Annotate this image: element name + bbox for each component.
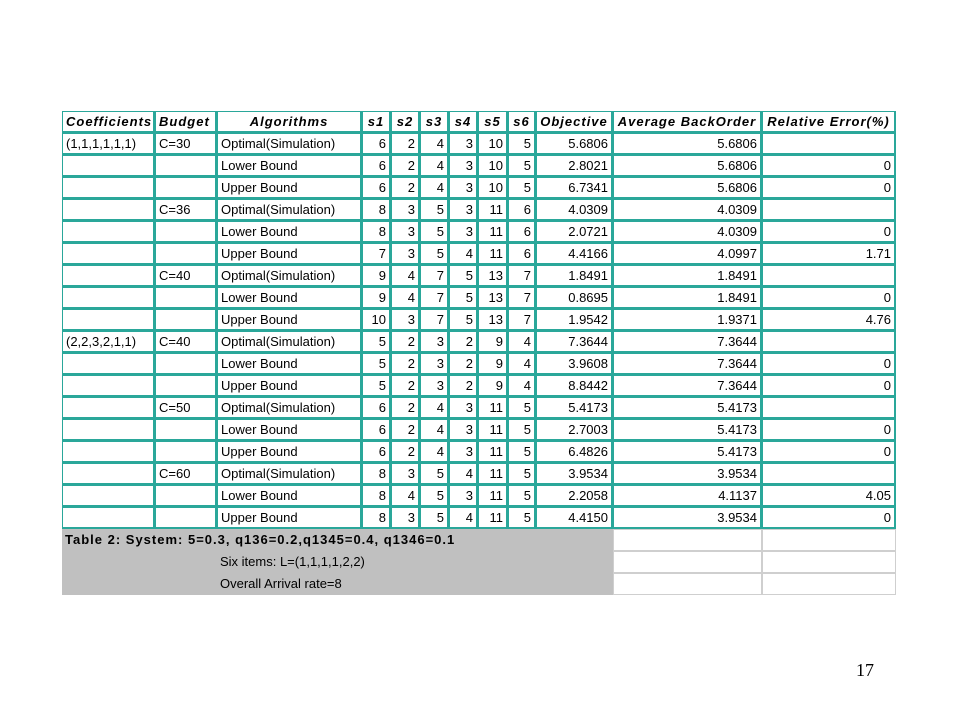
empty-cell [762,529,896,551]
table-cell: 5 [449,265,478,287]
table-cell [762,463,896,485]
table-cell [155,441,217,463]
table-cell: 1.9542 [536,309,613,331]
table-cell: Lower Bound [217,353,362,375]
table-cell: 2 [391,133,420,155]
table-cell: 3 [391,199,420,221]
table-cell: 7.3644 [613,331,762,353]
table-cell: 11 [478,507,508,529]
table-cell: 4 [449,463,478,485]
table-row [62,199,896,221]
table-cell [155,177,217,199]
table-cell: 4.4166 [536,243,613,265]
header-cell: Coefficients [62,111,155,133]
table-cell: 6 [362,397,391,419]
header-cell: s4 [449,111,478,133]
table-cell: 7 [420,309,449,331]
table-cell: 5 [508,155,536,177]
table-cell: 2 [391,353,420,375]
table-cell: 3 [449,177,478,199]
table-cell: 2 [449,331,478,353]
table-cell: 4.0997 [613,243,762,265]
table-cell: Lower Bound [217,155,362,177]
table-body [62,133,896,529]
table-cell: 3 [420,331,449,353]
table-cell: 4 [391,287,420,309]
table-cell: 0 [762,353,896,375]
table-cell: 4.76 [762,309,896,331]
table-cell: 3 [391,221,420,243]
header-cell: s2 [391,111,420,133]
header-cell: Algorithms [217,111,362,133]
table-cell: 2.8021 [536,155,613,177]
table-cell: 13 [478,287,508,309]
table-cell: Optimal(Simulation) [217,331,362,353]
table-cell [155,309,217,331]
table-cell: 2 [391,441,420,463]
table-row [62,243,896,265]
table-row [62,287,896,309]
table-cell: 3 [420,353,449,375]
table-cell: 5.4173 [536,397,613,419]
table-cell: 5 [420,221,449,243]
table-cell [762,199,896,221]
table-cell: 10 [478,133,508,155]
table-cell: 11 [478,243,508,265]
table-cell [62,485,155,507]
arrival-note: Overall Arrival rate=8 [217,573,613,595]
header-cell: Budget [155,111,217,133]
table-cell: 0 [762,375,896,397]
empty-cell [613,529,762,551]
table-cell: 2 [391,375,420,397]
table-cell: (2,2,3,2,1,1) [62,331,155,353]
table-cell: 6.7341 [536,177,613,199]
table-cell: 8.8442 [536,375,613,397]
table-cell [62,287,155,309]
table-row [62,155,896,177]
table-cell: 5.6806 [613,177,762,199]
table-cell: C=30 [155,133,217,155]
table-row [62,441,896,463]
table-cell: 5 [449,287,478,309]
table-cell: 7 [420,287,449,309]
results-table [62,111,896,595]
header-cell: Objective [536,111,613,133]
table-cell: 5.6806 [536,133,613,155]
table-cell [762,331,896,353]
table-cell: 9 [478,331,508,353]
table-cell: 11 [478,221,508,243]
table-cell: 3 [391,243,420,265]
table-cell: 7 [508,265,536,287]
table-cell: 3.9534 [613,463,762,485]
table-cell: 1.8491 [613,265,762,287]
table-cell: 13 [478,309,508,331]
table-cell: 5 [508,485,536,507]
table-cell: 5.6806 [613,133,762,155]
table-cell: C=50 [155,397,217,419]
table-cell: 4 [449,243,478,265]
table-footer [62,529,896,595]
table-cell: 2 [449,375,478,397]
table-cell: 4.4150 [536,507,613,529]
table-cell: C=60 [155,463,217,485]
table-cell: 0 [762,441,896,463]
table-cell: 4 [391,485,420,507]
table-cell: 0 [762,419,896,441]
table-row [62,397,896,419]
table-cell: 3 [449,221,478,243]
table-cell: 8 [362,463,391,485]
table-cell: 0 [762,177,896,199]
table-cell: Lower Bound [217,485,362,507]
table-cell: 5 [420,243,449,265]
table-cell: Upper Bound [217,441,362,463]
table-cell: 3 [449,155,478,177]
table-cell: 4.0309 [613,199,762,221]
table-cell: 4 [391,265,420,287]
table-cell [762,265,896,287]
table-cell: 7.3644 [536,331,613,353]
table-cell: 5 [420,485,449,507]
table-cell [155,485,217,507]
table-cell: 3 [449,133,478,155]
table-caption: Table 2: System: 5=0.3, q136=0.2,q1345=0.4, q1346=0.1 [62,529,613,551]
table-row [62,221,896,243]
table-cell [62,507,155,529]
table-cell: 3 [449,485,478,507]
table-cell: 10 [362,309,391,331]
table-cell: 1.8491 [613,287,762,309]
empty-cell [62,551,217,573]
table-row [62,507,896,529]
table-cell: 7 [420,265,449,287]
table-cell: Optimal(Simulation) [217,133,362,155]
table-cell: Optimal(Simulation) [217,463,362,485]
table-cell: 6 [362,155,391,177]
table-cell: 11 [478,419,508,441]
table-cell: 5 [420,199,449,221]
table-cell: 9 [478,353,508,375]
table-cell: 4 [420,133,449,155]
table-cell: (1,1,1,1,1,1) [62,133,155,155]
table-cell [155,375,217,397]
table-cell: 5 [508,397,536,419]
table-cell [62,155,155,177]
table-cell: 5 [508,441,536,463]
table-cell: 5 [449,309,478,331]
table-cell [155,419,217,441]
table-cell [62,221,155,243]
table-cell: 4 [420,155,449,177]
table-cell [155,507,217,529]
table-cell [62,463,155,485]
table-cell: 2 [391,419,420,441]
table-cell [62,243,155,265]
table-cell [62,353,155,375]
table-cell: 5 [508,419,536,441]
table-cell [62,199,155,221]
table-cell: 6 [362,177,391,199]
table-cell: 5.4173 [613,441,762,463]
table-cell: Upper Bound [217,375,362,397]
table-cell: 2 [391,155,420,177]
table-row [62,463,896,485]
table-row [62,353,896,375]
table-cell: 6 [508,221,536,243]
table-cell: 5 [420,507,449,529]
table-cell: 0 [762,221,896,243]
table-cell [762,397,896,419]
table-cell: 7.3644 [613,353,762,375]
header-cell: s3 [420,111,449,133]
table-cell: 5 [362,353,391,375]
empty-cell [762,573,896,595]
table-cell: 8 [362,199,391,221]
table-cell: 1.9371 [613,309,762,331]
table-cell: 3 [391,507,420,529]
footer-row [62,529,896,551]
table-cell: 1.8491 [536,265,613,287]
table-cell: 7.3644 [613,375,762,397]
table-cell: 4 [420,177,449,199]
table-cell: 11 [478,199,508,221]
header-cell: s1 [362,111,391,133]
table-row [62,265,896,287]
empty-cell [762,551,896,573]
table-cell: 5 [508,463,536,485]
table-cell: 11 [478,441,508,463]
table-cell: 4 [420,419,449,441]
table-cell [62,375,155,397]
table-cell: 6 [362,419,391,441]
page-number: 17 [856,660,874,680]
table-row [62,419,896,441]
table-cell [155,287,217,309]
header-cell: Average BackOrder [613,111,762,133]
table-cell: 0 [762,287,896,309]
table-cell: 2.0721 [536,221,613,243]
table-cell: Optimal(Simulation) [217,265,362,287]
table-cell [155,155,217,177]
footer-row [62,551,896,573]
table-cell: Upper Bound [217,507,362,529]
table-cell: 4.1137 [613,485,762,507]
table-cell: C=40 [155,331,217,353]
table-cell: Lower Bound [217,221,362,243]
table-cell: 2 [449,353,478,375]
table-row [62,177,896,199]
table-cell: 0 [762,155,896,177]
table-row [62,375,896,397]
table-cell: 5 [362,375,391,397]
items-note: Six items: L=(1,1,1,1,2,2) [217,551,613,573]
table-cell [62,265,155,287]
table-cell: 2 [391,331,420,353]
empty-cell [613,551,762,573]
header-cell: s5 [478,111,508,133]
table-cell: 5 [508,507,536,529]
table-cell: 2 [391,397,420,419]
table-cell: 11 [478,485,508,507]
table-cell: 4.0309 [613,221,762,243]
table-cell: 11 [478,397,508,419]
table-cell: 7 [508,287,536,309]
footer-row [62,573,896,595]
table-cell: 5.4173 [613,419,762,441]
table-row [62,331,896,353]
table-cell: 4 [420,397,449,419]
table-cell: Lower Bound [217,287,362,309]
table-row [62,133,896,155]
table-cell: 5 [362,331,391,353]
table-cell: C=36 [155,199,217,221]
table-cell [62,309,155,331]
table-cell: 9 [478,375,508,397]
table-cell: 7 [508,309,536,331]
empty-cell [62,573,217,595]
table-cell: 5 [420,463,449,485]
table-cell [62,419,155,441]
table-cell: Upper Bound [217,309,362,331]
table-cell: Optimal(Simulation) [217,199,362,221]
table-cell: C=40 [155,265,217,287]
table-row [62,485,896,507]
table-cell: 2 [391,177,420,199]
table-cell: 3 [449,441,478,463]
empty-cell [613,573,762,595]
table-cell: 5.4173 [613,397,762,419]
table-cell: 6 [508,243,536,265]
table-cell: 10 [478,155,508,177]
table-cell: 6 [362,133,391,155]
table-cell: Lower Bound [217,419,362,441]
table-cell: 0.8695 [536,287,613,309]
table-cell: 10 [478,177,508,199]
table-cell: 9 [362,265,391,287]
table-cell: 4 [508,331,536,353]
table-cell: 7 [362,243,391,265]
table-cell: 5 [508,133,536,155]
table-cell [62,441,155,463]
table-cell: 4.05 [762,485,896,507]
table-cell: 5.6806 [613,155,762,177]
table-cell: 2.2058 [536,485,613,507]
table-cell: 3 [449,397,478,419]
table-cell: 4.0309 [536,199,613,221]
table-cell: 8 [362,485,391,507]
table-cell: 3 [391,463,420,485]
table-cell: 8 [362,507,391,529]
table-cell: 3 [449,199,478,221]
table-cell: 4 [508,353,536,375]
header-cell: Relative Error(%) [762,111,896,133]
table-cell [62,397,155,419]
table-cell: 3 [420,375,449,397]
table-cell: 9 [362,287,391,309]
table-cell: Upper Bound [217,177,362,199]
table-row [62,309,896,331]
table-cell [155,353,217,375]
header-row [62,111,896,133]
table-cell: 13 [478,265,508,287]
table-cell [62,177,155,199]
table-cell: 6 [362,441,391,463]
table-cell: Upper Bound [217,243,362,265]
table-cell: 6.4826 [536,441,613,463]
table-cell: 0 [762,507,896,529]
table-cell: 4 [449,507,478,529]
table-cell: 2.7003 [536,419,613,441]
table-cell: 3 [449,419,478,441]
table-cell: 4 [508,375,536,397]
table-cell: 5 [508,177,536,199]
table-cell: 11 [478,463,508,485]
header-cell: s6 [508,111,536,133]
table-cell [762,133,896,155]
table-cell: 6 [508,199,536,221]
table-cell: 3.9534 [613,507,762,529]
table-cell: 1.71 [762,243,896,265]
table-cell: 3.9534 [536,463,613,485]
table-cell: 3 [391,309,420,331]
table-cell [155,243,217,265]
table-cell: 4 [420,441,449,463]
table-cell [155,221,217,243]
table-cell: Optimal(Simulation) [217,397,362,419]
table-cell: 3.9608 [536,353,613,375]
table-cell: 8 [362,221,391,243]
